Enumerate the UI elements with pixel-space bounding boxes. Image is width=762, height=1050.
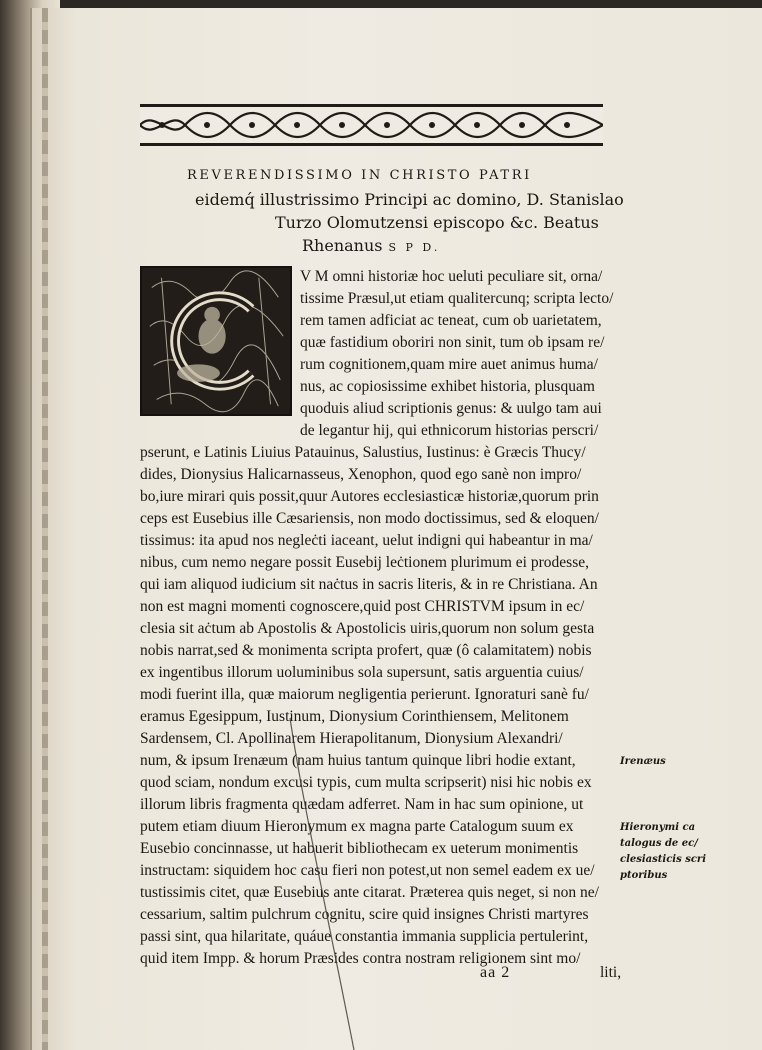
- margin-note-hieronymi: Hieronymi ca: [620, 822, 696, 833]
- text-line: quod sciam, nondum excusi typis, cum multa scripserit) nisi hic nobis ex: [140, 774, 592, 791]
- text-line: cessarium, saltim pulchrum cognitu, scire quid insignes Christi martyres: [140, 906, 589, 923]
- spine-binding: [42, 8, 48, 1050]
- margin-note-hieronymi: talogus de ec/: [620, 838, 698, 849]
- decorated-initial-c: [140, 266, 292, 416]
- text-line: quid item Impp. & horum Præsides contra nostram religionem sint mo/: [140, 950, 581, 967]
- text-line: tissimus: ita apud nos negleċti iaceant, uelut indigni qui habeantur in ma/: [140, 532, 593, 549]
- dedication-line-2: eidemq́ illustrissimo Principi ac domino, D. Stanislao: [195, 190, 624, 209]
- text-line: de legantur hij, qui ethnicorum historias perscri/: [300, 422, 599, 439]
- text-line: tissime Præsul,ut etiam qualitercunq; scripta lecto/: [300, 290, 614, 307]
- text-line: putem etiam diuum Hieronymum ex magna parte Catalogum suum ex: [140, 818, 574, 835]
- text-line: illorum libris fragmenta quædam adferret. Nam in hac sum opinione, ut: [140, 796, 584, 813]
- text-line: dides, Dionysius Halicarnasseus, Xenophon, quod ego sanè non impro/: [140, 466, 582, 483]
- text-line: non est magni momenti cognoscere,quid post CHRISTVM ipsum in ec/: [140, 598, 585, 615]
- text-line: rem tamen adficiat ac teneat, cum ob uarietatem,: [300, 312, 602, 329]
- text-line: Eusebio concinnasse, ut habuerit bibliothecam ex ueterum monimentis: [140, 840, 579, 857]
- salutation: S P D.: [388, 241, 441, 254]
- text-line: instructam: siquidem hoc casu fieri non potest,ut non semel eadem ex ue/: [140, 862, 595, 879]
- signature-mark: aa 2: [480, 964, 511, 981]
- text-line: bo,iure mirari quis possit,quur Autores ecclesiasticæ historiæ,quorum prin: [140, 488, 599, 505]
- text-line: quoduis aliud scriptionis genus: & uulgo tam aui: [300, 400, 602, 417]
- text-line: eramus Egesippum, Iustinum, Dionysium Corinthiensem, Melitonem: [140, 708, 569, 725]
- dedication-line-3: Turzo Olomutzensi episcopo &c. Beatus: [275, 213, 599, 232]
- text-line: nus, ac copiosissime exhibet historia, plusquam: [300, 378, 595, 395]
- dedication-heading: REVERENDISSIMO IN CHRISTO PATRI: [187, 168, 532, 183]
- text-line: nibus, cum nemo negare possit Eusebij leċtionem plurimum ei prodesse,: [140, 554, 589, 571]
- text-line: modi fuerint illa, quæ maiorum negligentia perierunt. Ignoraturi sanè fu/: [140, 686, 589, 703]
- text-line: tustissimis citet, quæ Eusebius ante citarat. Præterea quis neget, si non ne/: [140, 884, 599, 901]
- text-line: quæ fastidium oboriri non sinit, tum ob ipsam re/: [300, 334, 605, 351]
- text-line: ceps est Eusebius ille Cæsariensis, non modo doctissimus, sed & eloquen/: [140, 510, 599, 527]
- text-line: ex ingentibus illorum uoluminibus sola supersunt, satis arguentia cuius/: [140, 664, 584, 681]
- text-line: pserunt, e Latinis Liuius Patauinus, Salustius, Iustinus: è Græcis Thucy/: [140, 444, 586, 461]
- ornamental-headpiece: [140, 104, 603, 146]
- book-page: [30, 8, 762, 1050]
- author-name: Rhenanus: [302, 236, 383, 255]
- text-line: nobis narrat,sed & monimenta scripta profert, quæ (ô calamitatem) nobis: [140, 642, 592, 659]
- text-line: num, & ipsum Irenæum (nam huius tantum quinque libri hodie extant,: [140, 752, 576, 769]
- text-line: qui iam aliquod iudicium sit naċtus in sacris literis, & in re Christiana. An: [140, 576, 598, 593]
- text-line: Sardensem, Cl. Apollinarem Hierapolitanum, Dionysium Alexandri/: [140, 730, 563, 747]
- dedication-line-4: [302, 236, 440, 255]
- text-line: passi sint, qua hilaritate, quáue constantia immania supplicia pertulerint,: [140, 928, 589, 945]
- text-line: V M omni historiæ hoc ueluti peculiare sit, orna/: [300, 268, 603, 285]
- margin-note-hieronymi: clesiasticis scri: [620, 854, 706, 865]
- text-line: clesia sit aċtum ab Apostolis & Apostolicis uiris,quorum non solum gesta: [140, 620, 595, 637]
- text-line: rum cognitionem,quam mire auet animus huma/: [300, 356, 598, 373]
- catchword: liti,: [600, 964, 622, 981]
- margin-note-hieronymi: ptoribus: [620, 870, 668, 881]
- margin-note-irenaeus: Irenæus: [620, 756, 666, 767]
